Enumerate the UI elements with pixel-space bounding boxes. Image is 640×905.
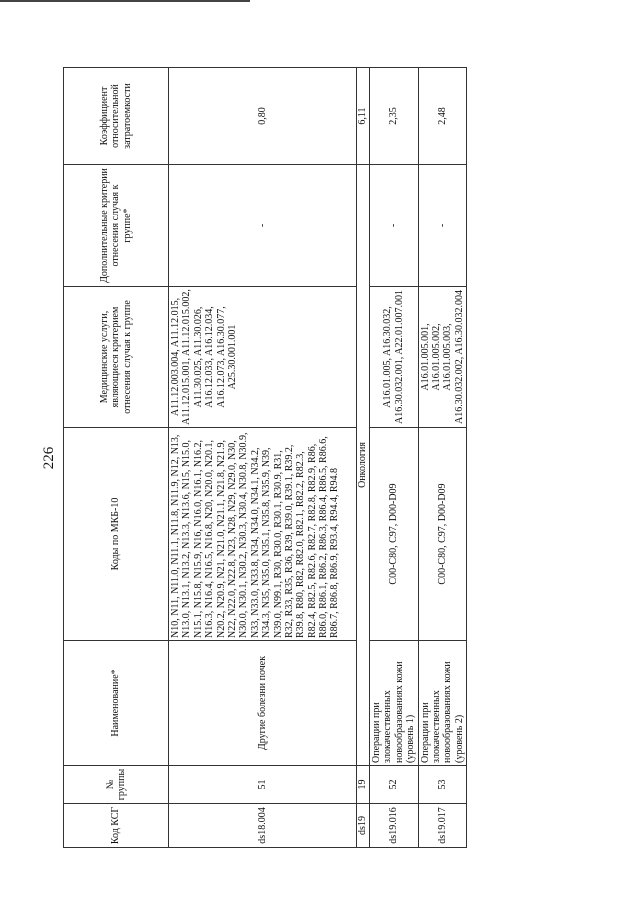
header-extra-criteria: Дополнительные критерии отнесения случая к группе* (64, 165, 169, 287)
cell-group-name: Онкология (357, 165, 370, 766)
cell-code: ds19.016 (370, 804, 419, 848)
cell-services: A16.01.005.001, A16.01.005.002, A16.01.005.003, A16.30.032.002, A16.30.032.004 (418, 287, 467, 428)
cell-code: ds19 (357, 804, 370, 848)
cell-coefficient: 2,35 (370, 68, 419, 165)
cell-group-no: 52 (370, 766, 419, 804)
top-rule (0, 0, 250, 2)
cell-name: Операции при злокачественных новообразованиях кожи (уровень 2) (418, 641, 467, 766)
header-icd-codes: Коды по МКБ-10 (64, 428, 169, 641)
ksg-table (63, 67, 467, 848)
cell-extra-criteria: - (370, 165, 419, 287)
cell-icd-codes: N10, N11, N11.0, N11.1, N11.8, N11.9, N12, N13, N13.0, N13.1, N13.2, N13.3, N13.6, N15, N15.0, N15.1, N15.8, N15.9, N16, N16.0, N16.1, N16.2, N16.3, N16.4, N16.5, N16.8, N20, N20.0, N20.1, N20.2, N20.9, N21, N21.0, N21.1, N21.8, N21.9, N22, N22.0, N22.8, N23, N28, N29, N29.0, N30, N30.0, N30.1, N30.2, N30.3, N30.4, N30.8, N30.9, N33, N33.0, N33.8, N34, N34.0, N34.1, N34.2, N34.3, N35, N35.0, N35.1, N35.8, N35.9, N39, N39.0, N99.1, R30, R30.0, R30.1, R30.9, R31, R32, R33, R35, R36, R39, R39.0, R39.1, R39.2, R39.8, R80, R82, R82.0, R82.1, R82.2, R82.3, R82.4, R82.5, R82.6, R82.7, R82.8, R82.9, R86, R86.0, R86.1, R86.2, R86.3, R86.4, R86.5, R86.6, R86.7, R86.8, R86.9, R93.4, R94.4, R94.8 (169, 428, 357, 641)
cell-name: Операции при злокачественных новообразованиях кожи (уровень 1) (370, 641, 419, 766)
cell-group-no: 19 (357, 766, 370, 804)
cell-icd-codes: C00-C80, C97, D00-D09 (418, 428, 467, 641)
cell-group-no: 53 (418, 766, 467, 804)
table-row-ds19-017 (418, 68, 467, 848)
table-row-ds19-group (357, 68, 370, 848)
cell-services: A11.12.003.004, A11.12.015, A11.12.015.001, A11.12.015.002, A11.30.025, A11.30.026, A16.12.033, A16.12.034, A16.12.073, A16.30.077, A25.30.001.001 (169, 287, 357, 428)
cell-extra-criteria: - (169, 165, 357, 287)
cell-services: A16.01.005, A16.30.032, A16.30.032.001, A22.01.007.001 (370, 287, 419, 428)
header-code: Код КСГ (64, 804, 169, 848)
page-number: 226 (41, 446, 57, 470)
cell-code: ds19.017 (418, 804, 467, 848)
cell-name: Другие болезни почек (169, 641, 357, 766)
table-row-ds19-016 (370, 68, 419, 848)
table-row-ds18-004 (169, 68, 357, 848)
rotated-page (41, 68, 467, 848)
cell-icd-codes: C00-C80, C97, D00-D09 (370, 428, 419, 641)
table-header-row (64, 68, 169, 848)
header-name: Наименование* (64, 641, 169, 766)
cell-coefficient: 6,11 (357, 68, 370, 165)
header-services: Медицинские услуги, являющиеся критерием отнесения случая к группе (64, 287, 169, 428)
header-group-no: № группы (64, 766, 169, 804)
cell-code: ds18.004 (169, 804, 357, 848)
cell-extra-criteria: - (418, 165, 467, 287)
cell-coefficient: 0,80 (169, 68, 357, 165)
cell-group-no: 51 (169, 766, 357, 804)
header-coefficient: Коэффициент относительной затратоемкости (64, 68, 169, 165)
cell-coefficient: 2,48 (418, 68, 467, 165)
